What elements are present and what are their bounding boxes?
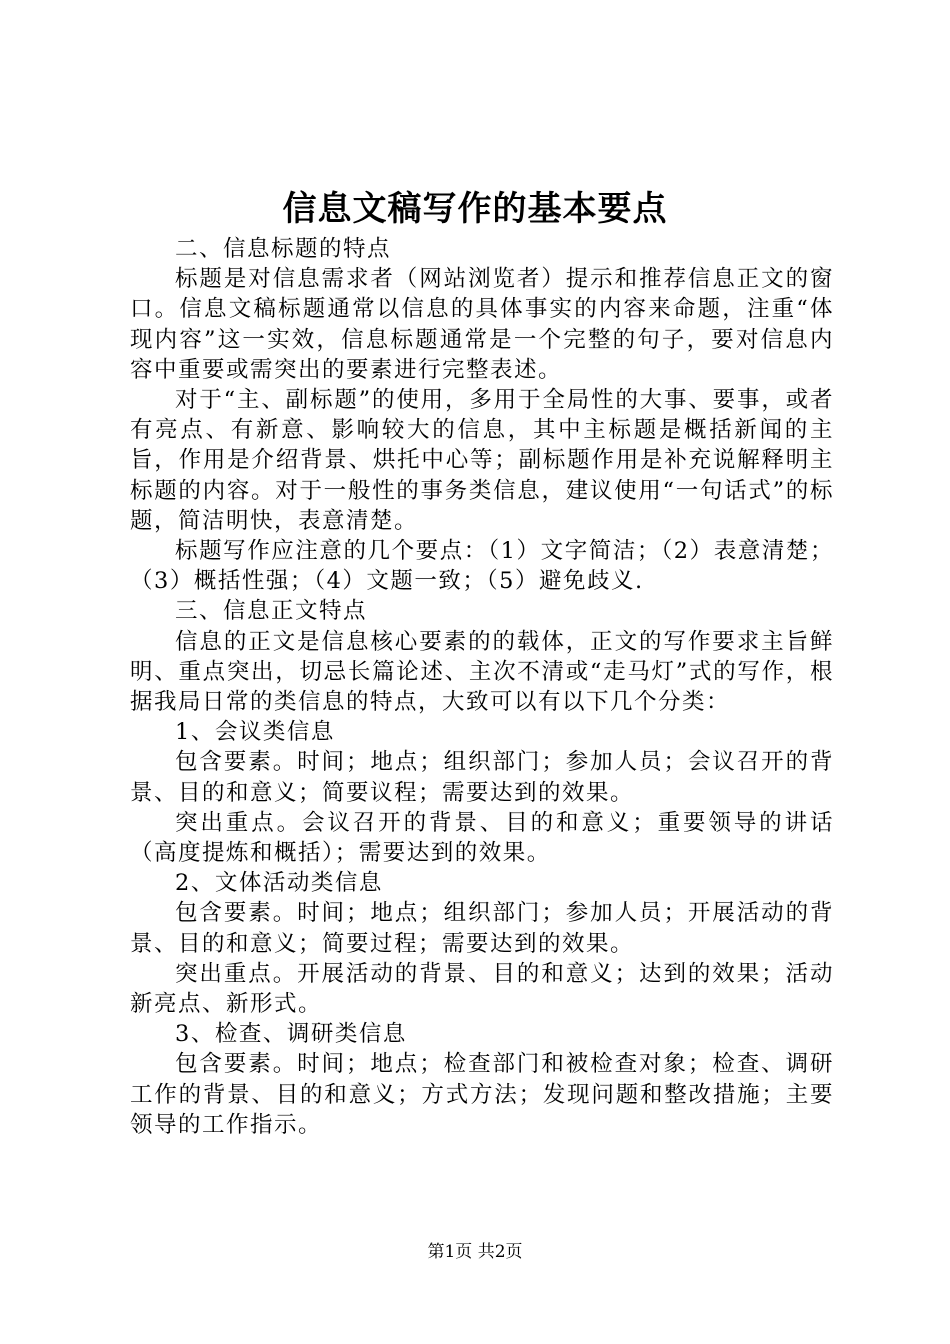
document-body (130, 234, 834, 1140)
paragraph: 标题写作应注意的几个要点：（1）文字简洁；（2）表意清楚；（3）概括性强；（4）文题一致；（5）避免歧义. (130, 538, 834, 595)
paragraph: 包含要素。时间；地点；检查部门和被检查对象；检查、调研工作的背景、目的和意义；方式方法；发现问题和整改措施；主要领导的工作指示。 (130, 1051, 834, 1138)
subsection-heading: 2、文体活动类信息 (175, 870, 383, 897)
paragraph: 突出重点。开展活动的背景、目的和意义；达到的效果；活动新亮点、新形式。 (130, 960, 834, 1018)
paragraph: 突出重点。会议召开的背景、目的和意义；重要领导的讲话（高度提炼和概括）；需要达到的效果。 (130, 809, 834, 867)
paragraph: 标题是对信息需求者（网站浏览者）提示和推荐信息正文的窗口。信息文稿标题通常以信息的具体事实的内容来命题，注重“体现内容”这一实效，信息标题通常是一个完整的句子，要对信息内容中重要或需突出的要素进行完整表述。 (130, 266, 834, 383)
section-heading: 三、信息正文特点 (175, 598, 368, 625)
document-title: 信息文稿写作的基本要点 (282, 189, 668, 229)
subsection-heading: 3、检查、调研类信息 (175, 1021, 407, 1048)
paragraph: 包含要素。时间；地点；组织部门；参加人员；开展活动的背景、目的和意义；简要过程；需要达到的效果。 (130, 900, 834, 957)
section-heading: 二、信息标题的特点 (175, 236, 392, 262)
paragraph: 对于“主、副标题”的使用，多用于全局性的大事、要事，或者有亮点、有新意、影响较大的信息，其中主标题是概括新闻的主旨，作用是介绍背景、烘托中心等；副标题作用是补充说解释明主标题的内容。对于一般性的事务类信息，建议使用“一句话式”的标题，简洁明快，表意清楚。 (130, 387, 834, 534)
subsection-heading: 1、会议类信息 (175, 719, 335, 746)
paragraph: 信息的正文是信息核心要素的的载体，正文的写作要求主旨鲜明、重点突出，切忌长篇论述、主次不清或“走马灯”式的写作，根据我局日常的类信息的特点，大致可以有以下几个分类： (130, 628, 834, 716)
paragraph: 包含要素。时间；地点；组织部门；参加人员；会议召开的背景、目的和意义；简要议程；需要达到的效果。 (130, 749, 834, 806)
page-footer: 第1页 共2页 (427, 1242, 523, 1262)
